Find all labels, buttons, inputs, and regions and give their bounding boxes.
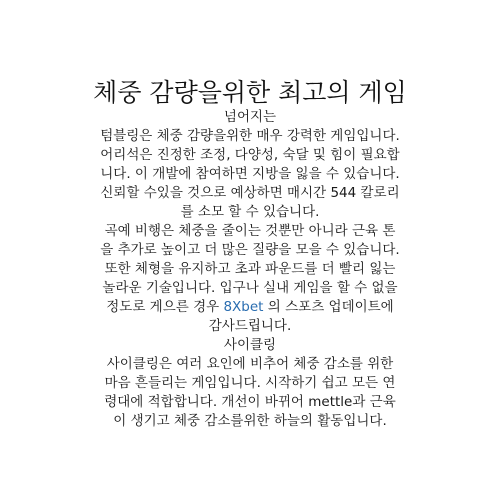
page-title: 체중 감량을위한 최고의 게임 <box>93 78 407 107</box>
paragraph-tumbling: 텀블링은 체중 감량을위한 매우 강력한 게임입니다. 어리석은 진정한 조정, 다양성, 숙달 및 힘이 필요합니다. 이 개발에 참여하면 지방을 잃을 수 있습니다. 신뢰할 수있을 것으로 예상하면 매시간 544 칼로리를 소모 할 수 있습니다. <box>100 128 400 220</box>
paragraph-acrobatics <box>100 222 400 336</box>
paragraph-acrobatics-tail: 의 스포츠 업데이트에 감사드립니다. <box>208 299 394 334</box>
paragraph-acrobatics-text: 곡예 비행은 체중을 줄이는 것뿐만 아니라 근육 톤을 추가로 높이고 더 많은 질량을 모을 수 있습니다. 또한 체형을 유지하고 초과 파운드를 더 빨리 잃는 놀라운 기술입니다. 입구나 실내 게임을 할 수 없을 정도로 게으른 경우 <box>100 223 400 315</box>
8xbet-link[interactable]: 8Xbet <box>223 299 264 315</box>
paragraph-cycling: 사이클링은 여러 요인에 비추어 체중 감소를 위한 마음 흔들리는 게임입니다. 시작하기 쉽고 모든 연령대에 적합합니다. 개선이 바뀌어 mettle과 근육이 생기고 체중 감소를위한 하늘의 활동입니다. <box>104 356 396 429</box>
section-heading-tumbling: 넘어지는 <box>223 109 277 125</box>
article-body <box>100 108 400 431</box>
section-heading-cycling: 사이클링 <box>223 337 277 353</box>
